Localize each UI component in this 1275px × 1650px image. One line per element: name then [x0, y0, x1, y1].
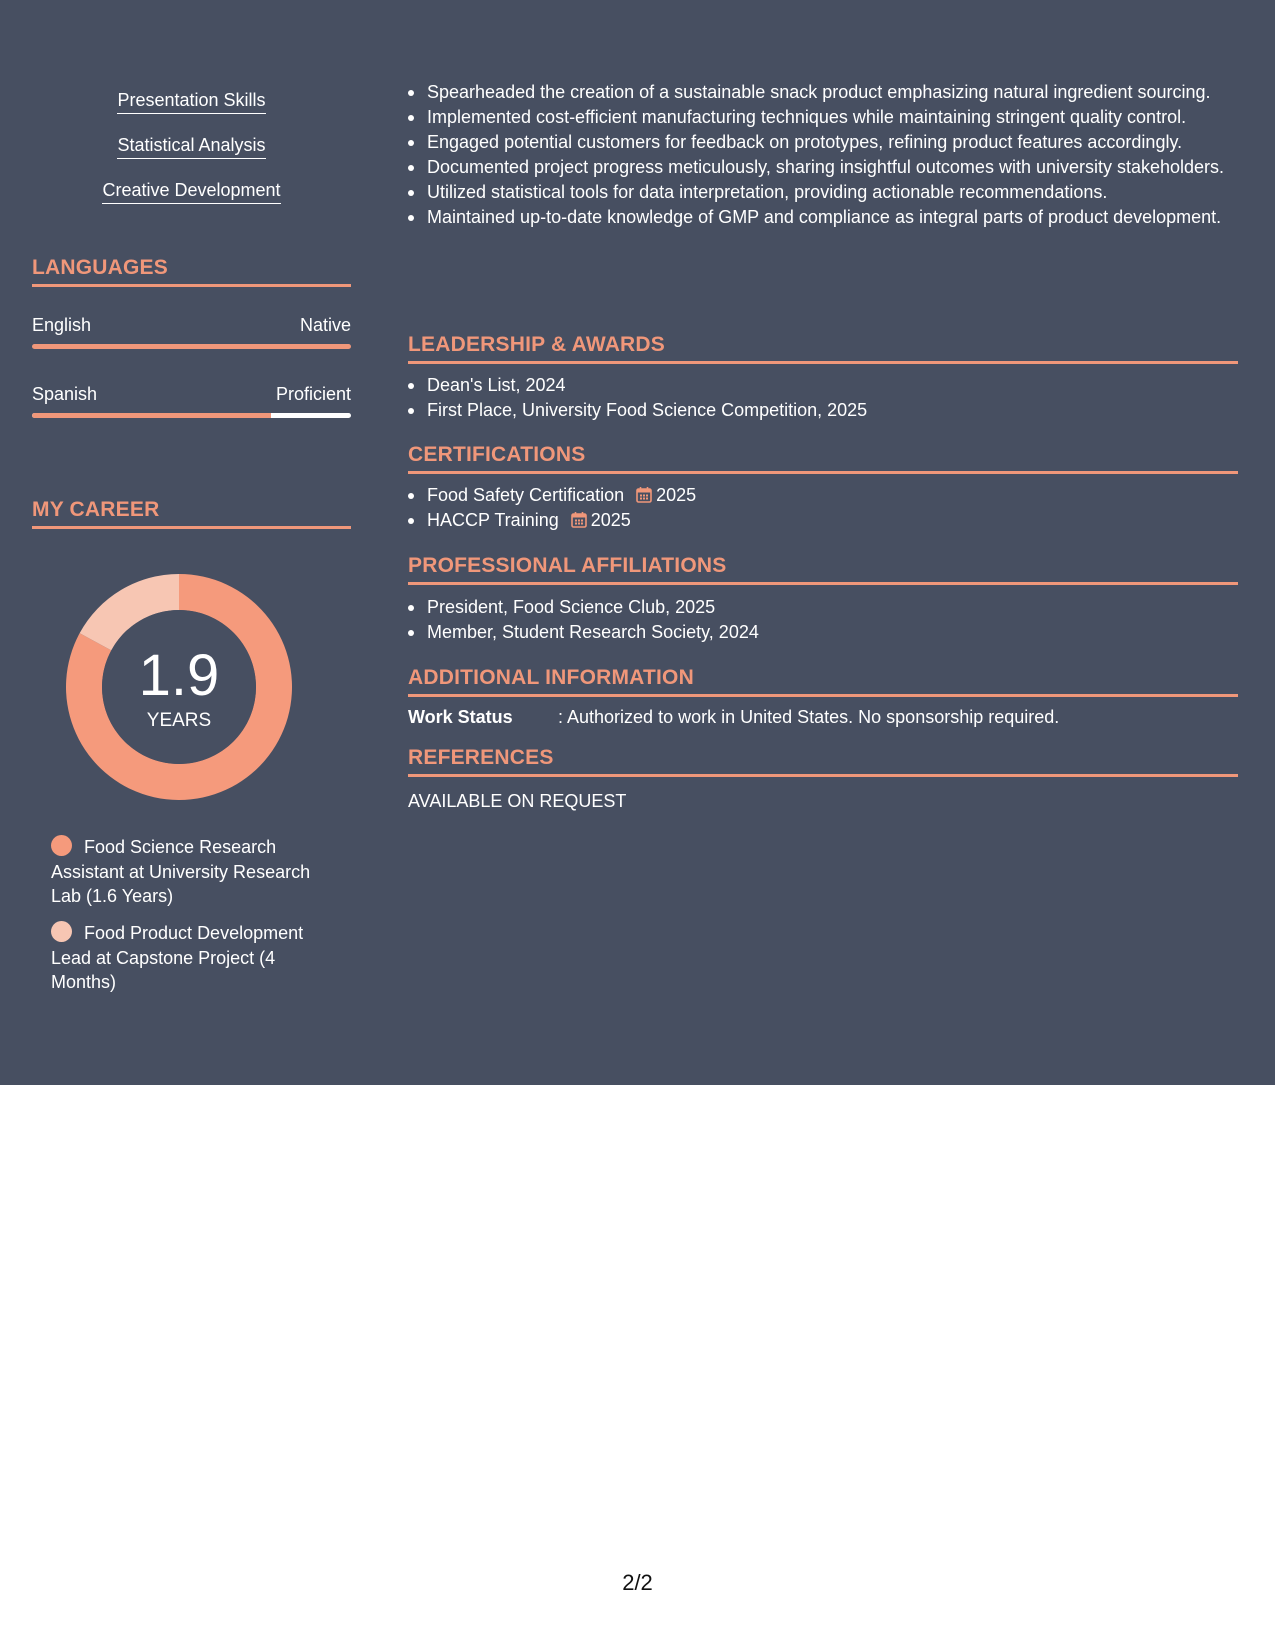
list-item: HACCP Training 2025: [408, 508, 1238, 533]
leadership-list: [408, 373, 1238, 423]
references-text: AVAILABLE ON REQUEST: [408, 791, 627, 811]
language-row: [32, 384, 351, 405]
language-row: [32, 315, 351, 336]
affiliations-list: [408, 595, 1238, 645]
certifications-list: [408, 483, 1238, 533]
work-status-row: [408, 705, 1238, 730]
language-proficiency-bar: [32, 344, 351, 349]
list-item: Utilized statistical tools for data interpretation, providing actionable recommendations.: [408, 180, 1238, 205]
calendar-icon: [636, 486, 652, 503]
language-name: Spanish: [32, 384, 98, 404]
language-level: Native: [299, 315, 351, 335]
career-donut-chart: [66, 574, 292, 800]
list-item: First Place, University Food Science Competition, 2025: [408, 398, 1238, 423]
legend-dot-icon: [51, 921, 72, 942]
skill-item: Creative Development: [32, 179, 351, 204]
skill-item: Statistical Analysis: [32, 134, 351, 159]
list-item: Dean's List, 2024: [408, 373, 1238, 398]
list-item: Implemented cost-efficient manufacturing techniques while maintaining stringent quality control.: [408, 105, 1238, 130]
references-heading: REFERENCES: [408, 746, 1238, 777]
list-item: Food Safety Certification 2025: [408, 483, 1238, 508]
skill-item: Presentation Skills: [32, 89, 351, 114]
work-status-label: Work Status: [408, 707, 513, 727]
language-level: Proficient: [275, 384, 351, 404]
list-item: Documented project progress meticulously, sharing insightful outcomes with university stakeholders.: [408, 155, 1238, 180]
list-item: President, Food Science Club, 2025: [408, 595, 1238, 620]
list-item: Engaged potential customers for feedback on prototypes, refining product features accordingly.: [408, 130, 1238, 155]
page-number: 2/2: [622, 1570, 653, 1595]
language-proficiency-fill: [32, 413, 271, 418]
career-legend-item: Food Product Development Lead at Capstone Project (4 Months): [51, 923, 304, 992]
affiliations-heading: PROFESSIONAL AFFILIATIONS: [408, 554, 1238, 585]
list-item: Maintained up-to-date knowledge of GMP and compliance as integral parts of product development.: [408, 205, 1238, 230]
language-proficiency-fill: [32, 344, 351, 349]
career-heading: MY CAREER: [32, 498, 351, 529]
certifications-heading: CERTIFICATIONS: [408, 443, 1238, 474]
legend-dot-icon: [51, 835, 72, 856]
experience-bullets: [408, 80, 1238, 230]
languages-heading: LANGUAGES: [32, 256, 351, 287]
career-legend-item: Food Science Research Assistant at University Research Lab (1.6 Years): [51, 837, 311, 906]
calendar-icon: [571, 511, 587, 528]
list-item: Member, Student Research Society, 2024: [408, 620, 1238, 645]
language-proficiency-bar: [32, 413, 351, 418]
additional-info-heading: ADDITIONAL INFORMATION: [408, 666, 1238, 697]
leadership-heading: LEADERSHIP & AWARDS: [408, 333, 1238, 364]
work-status-value: : Authorized to work in United States. No sponsorship required.: [558, 707, 1060, 727]
language-name: English: [32, 315, 92, 335]
career-total-years: 1.9: [138, 643, 220, 708]
list-item: Spearheaded the creation of a sustainable snack product emphasizing natural ingredient sourcing.: [408, 80, 1238, 105]
career-years-unit: YEARS: [146, 710, 212, 731]
